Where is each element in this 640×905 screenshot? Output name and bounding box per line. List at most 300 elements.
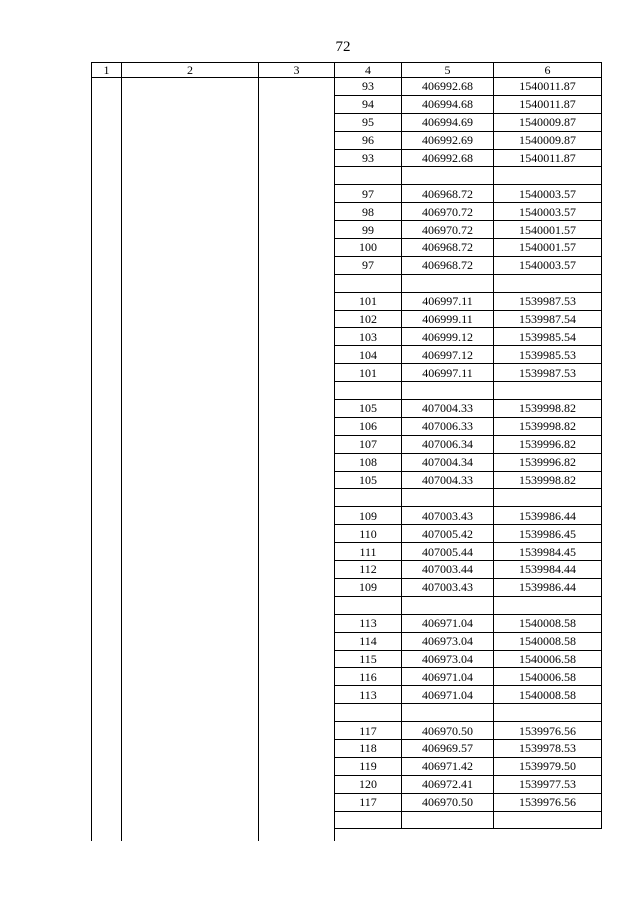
empty-cell-col-1 (92, 453, 122, 471)
coordinates-table (91, 62, 602, 841)
table-row (92, 775, 602, 793)
empty-cell-col-3 (259, 632, 335, 650)
x-coordinate-cell: 406997.12 (402, 346, 494, 364)
empty-cell-col-3 (259, 185, 335, 203)
point-number-cell: 111 (335, 543, 402, 561)
table-row (92, 149, 602, 167)
table-row (92, 543, 602, 561)
y-coordinate-cell: 1539987.53 (494, 364, 602, 382)
table-row (92, 239, 602, 257)
empty-cell-col-1 (92, 185, 122, 203)
y-coordinate-cell: 1540003.57 (494, 256, 602, 274)
empty-cell-col-3 (259, 543, 335, 561)
table-row (92, 811, 602, 829)
table-body (92, 78, 602, 842)
y-coordinate-cell: 1539977.53 (494, 775, 602, 793)
y-coordinate-cell (494, 167, 602, 185)
empty-cell-col-3 (259, 256, 335, 274)
empty-cell-col-2 (122, 525, 259, 543)
x-coordinate-cell: 406970.50 (402, 722, 494, 740)
table-row (92, 507, 602, 525)
empty-cell-col-3 (259, 274, 335, 292)
table-row (92, 471, 602, 489)
empty-cell-col-1 (92, 686, 122, 704)
empty-cell-col-1 (92, 167, 122, 185)
empty-cell-col-2 (122, 364, 259, 382)
point-number-cell (335, 167, 402, 185)
y-coordinate-cell: 1539998.82 (494, 471, 602, 489)
y-coordinate-cell: 1540008.58 (494, 614, 602, 632)
point-number-cell: 113 (335, 686, 402, 704)
y-coordinate-cell: 1539998.82 (494, 400, 602, 418)
empty-cell-col-1 (92, 668, 122, 686)
y-coordinate-cell (494, 489, 602, 507)
y-coordinate-cell (494, 382, 602, 400)
empty-cell-col-1 (92, 471, 122, 489)
table-row (92, 364, 602, 382)
empty-cell-col-1 (92, 614, 122, 632)
y-coordinate-cell: 1540009.87 (494, 131, 602, 149)
x-coordinate-cell: 406968.72 (402, 239, 494, 257)
empty-cell-col-1 (92, 131, 122, 149)
empty-cell-col-2 (122, 453, 259, 471)
empty-cell-col-3 (259, 203, 335, 221)
empty-cell-col-2 (122, 507, 259, 525)
empty-cell-col-3 (259, 686, 335, 704)
point-number-cell: 118 (335, 739, 402, 757)
empty-cell-col-3 (259, 561, 335, 579)
empty-cell-col-1 (92, 632, 122, 650)
empty-cell-col-1 (92, 578, 122, 596)
x-coordinate-cell: 406970.50 (402, 793, 494, 811)
tail-cell (335, 829, 402, 842)
empty-cell-col-1 (92, 525, 122, 543)
point-number-cell: 99 (335, 221, 402, 239)
point-number-cell: 119 (335, 757, 402, 775)
x-coordinate-cell: 406992.69 (402, 131, 494, 149)
x-coordinate-cell: 406968.72 (402, 185, 494, 203)
x-coordinate-cell (402, 704, 494, 722)
y-coordinate-cell: 1539984.44 (494, 561, 602, 579)
x-coordinate-cell (402, 596, 494, 614)
point-number-cell: 116 (335, 668, 402, 686)
table-row (92, 489, 602, 507)
empty-cell-col-2 (122, 435, 259, 453)
point-number-cell: 114 (335, 632, 402, 650)
point-number-cell: 115 (335, 650, 402, 668)
empty-cell-col-1 (92, 292, 122, 310)
y-coordinate-cell: 1539996.82 (494, 435, 602, 453)
empty-cell-col-3 (259, 382, 335, 400)
table-row (92, 203, 602, 221)
y-coordinate-cell: 1539986.45 (494, 525, 602, 543)
x-coordinate-cell: 406999.12 (402, 328, 494, 346)
y-coordinate-cell: 1540003.57 (494, 203, 602, 221)
table-row (92, 382, 602, 400)
empty-cell-col-2 (122, 95, 259, 113)
x-coordinate-cell: 407003.43 (402, 507, 494, 525)
empty-cell-col-2 (122, 686, 259, 704)
empty-cell-col-1 (92, 435, 122, 453)
empty-cell-col-3 (259, 489, 335, 507)
empty-cell-col-1 (92, 400, 122, 418)
table-row (92, 453, 602, 471)
table-row (92, 256, 602, 274)
empty-cell-col-3 (259, 704, 335, 722)
x-coordinate-cell: 406968.72 (402, 256, 494, 274)
empty-cell-col-1 (92, 203, 122, 221)
table-row (92, 95, 602, 113)
empty-cell-col-3 (259, 78, 335, 96)
table-row (92, 793, 602, 811)
x-coordinate-cell: 407005.42 (402, 525, 494, 543)
header-col-6: 6 (494, 63, 602, 78)
empty-cell-col-3 (259, 578, 335, 596)
table-row (92, 722, 602, 740)
point-number-cell: 97 (335, 256, 402, 274)
empty-cell-col-1 (92, 507, 122, 525)
empty-cell-col-2 (122, 632, 259, 650)
empty-cell-col-2 (122, 400, 259, 418)
table-row (92, 686, 602, 704)
empty-cell-col-3 (259, 346, 335, 364)
empty-cell-col-1 (92, 328, 122, 346)
x-coordinate-cell: 407006.34 (402, 435, 494, 453)
x-coordinate-cell: 407004.34 (402, 453, 494, 471)
empty-cell-col-1 (92, 310, 122, 328)
table-row (92, 561, 602, 579)
empty-cell-col-1 (92, 256, 122, 274)
empty-cell-col-1 (92, 775, 122, 793)
empty-cell-col-3 (259, 328, 335, 346)
table-row (92, 704, 602, 722)
empty-cell-col-3 (259, 650, 335, 668)
empty-cell-col-2 (122, 274, 259, 292)
x-coordinate-cell: 406971.42 (402, 757, 494, 775)
table-row (92, 185, 602, 203)
y-coordinate-cell (494, 596, 602, 614)
y-coordinate-cell (494, 811, 602, 829)
empty-cell-col-2 (122, 185, 259, 203)
empty-cell-col-1 (92, 650, 122, 668)
table-row (92, 578, 602, 596)
table-row (92, 131, 602, 149)
empty-cell-col-3 (259, 614, 335, 632)
point-number-cell: 95 (335, 113, 402, 131)
x-coordinate-cell (402, 382, 494, 400)
x-coordinate-cell: 407004.33 (402, 400, 494, 418)
empty-cell-col-3 (259, 239, 335, 257)
empty-cell-col-3 (259, 811, 335, 829)
empty-cell-col-3 (259, 310, 335, 328)
y-coordinate-cell: 1539985.53 (494, 346, 602, 364)
empty-cell-col-3 (259, 131, 335, 149)
empty-cell-col-1 (92, 78, 122, 96)
point-number-cell: 97 (335, 185, 402, 203)
table-row (92, 274, 602, 292)
empty-cell-col-2 (122, 131, 259, 149)
empty-cell-col-3 (259, 453, 335, 471)
empty-cell-col-1 (92, 346, 122, 364)
empty-cell-col-2 (122, 543, 259, 561)
table-row (92, 221, 602, 239)
empty-cell-col-1 (92, 417, 122, 435)
point-number-cell: 93 (335, 149, 402, 167)
empty-cell-col-3 (259, 95, 335, 113)
header-col-1: 1 (92, 63, 122, 78)
y-coordinate-cell: 1539987.54 (494, 310, 602, 328)
x-coordinate-cell: 406992.68 (402, 78, 494, 96)
empty-cell-col-2 (122, 561, 259, 579)
empty-cell-col-3 (259, 596, 335, 614)
empty-cell-col-2 (122, 471, 259, 489)
x-coordinate-cell: 406972.41 (402, 775, 494, 793)
empty-cell-col-1 (92, 489, 122, 507)
point-number-cell: 107 (335, 435, 402, 453)
table-row (92, 328, 602, 346)
point-number-cell: 101 (335, 292, 402, 310)
y-coordinate-cell: 1539984.45 (494, 543, 602, 561)
x-coordinate-cell: 406971.04 (402, 668, 494, 686)
point-number-cell (335, 382, 402, 400)
x-coordinate-cell: 407003.43 (402, 578, 494, 596)
x-coordinate-cell: 407004.33 (402, 471, 494, 489)
table-row (92, 310, 602, 328)
tail-cell (494, 829, 602, 842)
empty-cell-col-3 (259, 757, 335, 775)
point-number-cell (335, 489, 402, 507)
point-number-cell: 112 (335, 561, 402, 579)
empty-cell-col-1 (92, 95, 122, 113)
x-coordinate-cell: 407005.44 (402, 543, 494, 561)
empty-cell-col-2 (122, 578, 259, 596)
empty-cell-col-2 (122, 256, 259, 274)
table-row (92, 346, 602, 364)
table-row (92, 596, 602, 614)
empty-cell-col-1 (92, 561, 122, 579)
empty-cell-col-3 (259, 149, 335, 167)
point-number-cell: 103 (335, 328, 402, 346)
x-coordinate-cell: 406997.11 (402, 364, 494, 382)
empty-cell-col-1 (92, 239, 122, 257)
header-col-4: 4 (335, 63, 402, 78)
empty-cell-col-2 (122, 489, 259, 507)
empty-cell-col-2 (122, 739, 259, 757)
empty-cell-col-1 (92, 739, 122, 757)
y-coordinate-cell: 1539998.82 (494, 417, 602, 435)
header-col-3: 3 (259, 63, 335, 78)
x-coordinate-cell: 406994.69 (402, 113, 494, 131)
point-number-cell: 105 (335, 471, 402, 489)
empty-cell-col-1 (92, 722, 122, 740)
x-coordinate-cell: 406997.11 (402, 292, 494, 310)
table-row (92, 650, 602, 668)
y-coordinate-cell: 1540008.58 (494, 686, 602, 704)
empty-cell-col-2 (122, 328, 259, 346)
empty-cell-col-2 (122, 417, 259, 435)
y-coordinate-cell: 1539986.44 (494, 578, 602, 596)
empty-cell-col-3 (259, 113, 335, 131)
empty-cell-col-2 (122, 78, 259, 96)
empty-cell-col-3 (259, 221, 335, 239)
y-coordinate-cell: 1539979.50 (494, 757, 602, 775)
empty-cell-col-2 (122, 811, 259, 829)
table-row (92, 632, 602, 650)
x-coordinate-cell: 406992.68 (402, 149, 494, 167)
empty-cell-col-3 (259, 722, 335, 740)
point-number-cell: 100 (335, 239, 402, 257)
y-coordinate-cell: 1540006.58 (494, 668, 602, 686)
empty-cell-col-3 (259, 435, 335, 453)
tail-cell (259, 829, 335, 842)
empty-cell-col-1 (92, 596, 122, 614)
empty-cell-col-1 (92, 704, 122, 722)
y-coordinate-cell: 1540011.87 (494, 78, 602, 96)
y-coordinate-cell: 1539985.54 (494, 328, 602, 346)
y-coordinate-cell: 1540011.87 (494, 95, 602, 113)
empty-cell-col-2 (122, 203, 259, 221)
x-coordinate-cell: 406994.68 (402, 95, 494, 113)
x-coordinate-cell (402, 167, 494, 185)
point-number-cell: 113 (335, 614, 402, 632)
header-col-2: 2 (122, 63, 259, 78)
empty-cell-col-2 (122, 614, 259, 632)
table-row (92, 614, 602, 632)
point-number-cell: 94 (335, 95, 402, 113)
table-row (92, 292, 602, 310)
y-coordinate-cell: 1540003.57 (494, 185, 602, 203)
empty-cell-col-2 (122, 775, 259, 793)
header-col-5: 5 (402, 63, 494, 78)
empty-cell-col-1 (92, 543, 122, 561)
point-number-cell: 101 (335, 364, 402, 382)
empty-cell-col-3 (259, 507, 335, 525)
x-coordinate-cell (402, 489, 494, 507)
point-number-cell (335, 704, 402, 722)
empty-cell-col-2 (122, 704, 259, 722)
empty-cell-col-3 (259, 471, 335, 489)
y-coordinate-cell (494, 274, 602, 292)
empty-cell-col-2 (122, 793, 259, 811)
table-row (92, 668, 602, 686)
y-coordinate-cell: 1540009.87 (494, 113, 602, 131)
table-row (92, 400, 602, 418)
point-number-cell (335, 274, 402, 292)
y-coordinate-cell: 1539976.56 (494, 722, 602, 740)
empty-cell-col-2 (122, 668, 259, 686)
empty-cell-col-2 (122, 167, 259, 185)
empty-cell-col-3 (259, 417, 335, 435)
table-row (92, 417, 602, 435)
empty-cell-col-3 (259, 775, 335, 793)
y-coordinate-cell: 1539976.56 (494, 793, 602, 811)
empty-cell-col-3 (259, 525, 335, 543)
empty-cell-col-2 (122, 650, 259, 668)
x-coordinate-cell (402, 811, 494, 829)
empty-cell-col-1 (92, 149, 122, 167)
empty-cell-col-3 (259, 400, 335, 418)
empty-cell-col-2 (122, 221, 259, 239)
y-coordinate-cell: 1540011.87 (494, 149, 602, 167)
point-number-cell: 120 (335, 775, 402, 793)
point-number-cell: 105 (335, 400, 402, 418)
empty-cell-col-1 (92, 113, 122, 131)
empty-cell-col-3 (259, 668, 335, 686)
point-number-cell: 98 (335, 203, 402, 221)
table-row (92, 757, 602, 775)
x-coordinate-cell: 406971.04 (402, 686, 494, 704)
y-coordinate-cell: 1540001.57 (494, 221, 602, 239)
point-number-cell: 102 (335, 310, 402, 328)
x-coordinate-cell: 406969.57 (402, 739, 494, 757)
empty-cell-col-1 (92, 221, 122, 239)
table-row (92, 435, 602, 453)
point-number-cell (335, 596, 402, 614)
empty-cell-col-1 (92, 757, 122, 775)
empty-cell-col-3 (259, 292, 335, 310)
tail-cell (92, 829, 122, 842)
y-coordinate-cell (494, 704, 602, 722)
y-coordinate-cell: 1540001.57 (494, 239, 602, 257)
empty-cell-col-3 (259, 167, 335, 185)
empty-cell-col-2 (122, 596, 259, 614)
empty-cell-col-2 (122, 346, 259, 364)
x-coordinate-cell: 406973.04 (402, 632, 494, 650)
point-number-cell: 117 (335, 722, 402, 740)
point-number-cell: 104 (335, 346, 402, 364)
empty-cell-col-3 (259, 739, 335, 757)
point-number-cell: 108 (335, 453, 402, 471)
point-number-cell: 106 (335, 417, 402, 435)
empty-cell-col-2 (122, 722, 259, 740)
x-coordinate-cell: 407003.44 (402, 561, 494, 579)
header-row (92, 63, 602, 78)
table-tail-row (92, 829, 602, 842)
empty-cell-col-1 (92, 811, 122, 829)
y-coordinate-cell: 1539978.53 (494, 739, 602, 757)
y-coordinate-cell: 1539996.82 (494, 453, 602, 471)
empty-cell-col-2 (122, 382, 259, 400)
page-number: 72 (335, 39, 351, 55)
empty-cell-col-1 (92, 274, 122, 292)
empty-cell-col-1 (92, 382, 122, 400)
table-row (92, 113, 602, 131)
x-coordinate-cell: 407006.33 (402, 417, 494, 435)
empty-cell-col-2 (122, 757, 259, 775)
empty-cell-col-2 (122, 292, 259, 310)
table-row (92, 525, 602, 543)
x-coordinate-cell: 406999.11 (402, 310, 494, 328)
empty-cell-col-2 (122, 113, 259, 131)
point-number-cell: 109 (335, 507, 402, 525)
y-coordinate-cell: 1540006.58 (494, 650, 602, 668)
x-coordinate-cell: 406970.72 (402, 203, 494, 221)
x-coordinate-cell (402, 274, 494, 292)
empty-cell-col-3 (259, 364, 335, 382)
empty-cell-col-2 (122, 239, 259, 257)
point-number-cell (335, 811, 402, 829)
point-number-cell: 117 (335, 793, 402, 811)
point-number-cell: 110 (335, 525, 402, 543)
y-coordinate-cell: 1539987.53 (494, 292, 602, 310)
empty-cell-col-2 (122, 310, 259, 328)
point-number-cell: 109 (335, 578, 402, 596)
empty-cell-col-1 (92, 364, 122, 382)
x-coordinate-cell: 406971.04 (402, 614, 494, 632)
point-number-cell: 96 (335, 131, 402, 149)
point-number-cell: 93 (335, 78, 402, 96)
table-row (92, 167, 602, 185)
